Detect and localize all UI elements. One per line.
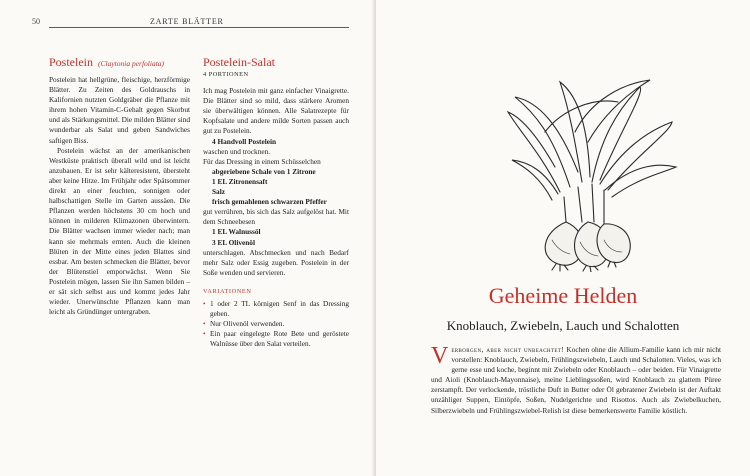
- feature-intro: [431, 345, 721, 416]
- drop-cap: V: [431, 343, 449, 369]
- header-rule: [49, 27, 349, 28]
- variations-heading: VARIATIONEN: [203, 287, 252, 295]
- postelein-paragraph: Postelein hat hellgrüne, fleischige, herzförmige Blätter. Zu Zeiten des Goldrauschs in Kalifornien nutzten Goldgräber die Pflanze mit ihrem hohen Vitamin-C-Gehalt gegen Skorbut und als Stärkungsmittel. Die milden Blätter sind wunderbar als Salat und geben Sandwiches saftigen Biss.: [49, 75, 190, 145]
- feature-subtitle: Knoblauch, Zwiebeln, Lauch und Schalotten: [446, 318, 680, 333]
- ingredient: 1 EL Zitronensaft: [212, 176, 268, 186]
- recipe-column: [203, 55, 349, 349]
- variation-item: [203, 329, 349, 349]
- variation-item: [203, 299, 349, 319]
- postelein-latin-name: (Claytonia perfoliata): [98, 59, 165, 68]
- running-head: ZARTE BLÄTTER: [150, 17, 224, 26]
- variation-item: [203, 319, 349, 329]
- left-page: [0, 0, 374, 476]
- postelein-title: Postelein: [49, 55, 93, 69]
- intro-lead: erborgen, aber nicht unbeachtet!: [451, 345, 565, 354]
- variation-text: 1 oder 2 TL körnigen Senf in das Dressing geben.: [210, 298, 349, 319]
- recipe-step: waschen und trocknen.: [203, 146, 271, 156]
- variation-text: Nur Olivenöl verwenden.: [210, 319, 285, 329]
- bullet-icon: •: [203, 319, 206, 329]
- intro-body: Kochen ohne die Allium-Familie kann ich mir nicht vorstellen: Knoblauch, Zwiebeln, Frühlingszwiebeln, Lauch und Schalotten. Vieles, was ich gerne esse und koche, beginnt mit Zwiebeln oder Knoblauch – oder beiden. Für Vinaigrette und Aioli (Knoblauch-Mayonnaise), meine Lieblingssoßen, wird Knoblauch zu glattem Püree zerstampft. Der verlockende, tröstliche Duft in Butter oder Öl gebratener Zwiebeln ist der Auftakt unzähliger Suppen, Eintöpfe, Soßen, Nudelgerichte und Risottos. Auch als Zwiebelkuchen, Silberzwiebeln und Frühlingszwiebel-Relish ist diese bemerkenswerte Familie köstlich.: [431, 345, 722, 415]
- recipe-title: Postelein-Salat: [203, 55, 275, 69]
- postelein-paragraph: Postelein wächst an der amerikanischen Westküste praktisch überall wild und ist leicht anzubauen. Er ist sehr kälteresistent, übersteht aber keine Hitze. Im Frühjahr oder Spätsommer direkt an einer feuchten, sonnigen oder halbschattigen Stelle im Garten aussäen. Die Pflanzen werden höchstens 30 cm hoch und können in milderen Klimazonen überwintern. Die Blätter wachsen immer wieder nach; man kann sie mehrmals ernten. Auch die kleinen Blüten in der Mitte eines jeden Blattes sind essbar. Am besten schmecken die Blätter, bevor der Blütenstiel emporwächst. Wenn Sie Postelein mögen, lassen Sie ihn Samen bilden – er sät sich selbst aus und kommt jedes Jahr wieder. Unerwünschte Pflanzen kann man leicht als Gründünger untergraben.: [49, 145, 190, 317]
- ingredient: 4 Handvoll Postelein: [212, 136, 277, 146]
- recipe-step: unterschlagen. Abschmecken und nach Bedarf mehr Salz oder Essig zugeben. Postelein in der Soße wenden und servieren.: [203, 247, 349, 277]
- bullet-icon: •: [203, 298, 206, 308]
- postelein-column: [49, 55, 190, 317]
- ingredient: frisch gemahlenen schwarzen Pfeffer: [212, 197, 327, 207]
- ingredient: Salz: [212, 187, 225, 197]
- variation-text: Ein paar eingelegte Rote Bete und geröstete Walnüsse über den Salat verteilen.: [210, 329, 349, 349]
- postelein-heading: [49, 55, 190, 71]
- page-number: 50: [32, 17, 40, 26]
- recipe-step: gut verrühren, bis sich das Salz aufgelöst hat. Mit dem Schneebesen: [203, 207, 349, 227]
- bullet-icon: •: [203, 329, 206, 339]
- recipe-step: Für das Dressing in einem Schüsselchen: [203, 156, 321, 166]
- ingredient: 3 EL Olivenöl: [212, 237, 255, 247]
- recipe-intro: Ich mag Postelein mit ganz einfacher Vinaigrette. Die Blätter sind so mild, dass stärkere Aromen sie überwältigen können. Alle Salatrezepte für Kopfsalate und andere milde Sorten passen auch gut zu Postelein.: [203, 86, 349, 136]
- recipe-portions: 4 PORTIONEN: [203, 71, 249, 78]
- feature-title: Geheime Helden: [488, 283, 638, 308]
- leek-onion-illustration-icon: [500, 72, 680, 272]
- ingredient: 1 EL Walnussöl: [212, 227, 261, 237]
- ingredient: abgeriebene Schale von 1 Zitrone: [212, 166, 316, 176]
